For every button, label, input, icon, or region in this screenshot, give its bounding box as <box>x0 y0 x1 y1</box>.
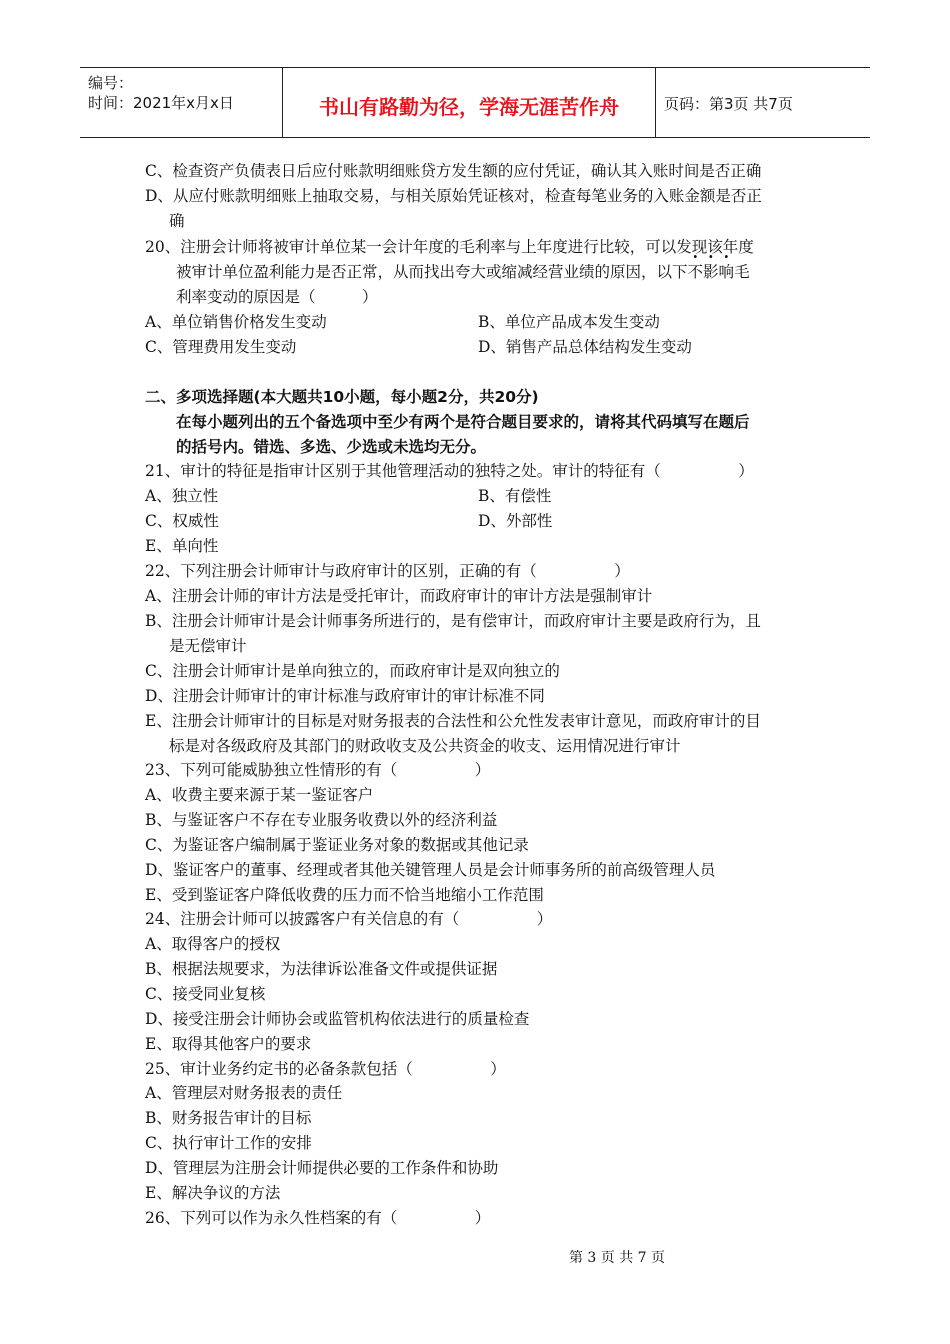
text-line: A、独立性 <box>145 487 219 505</box>
emphasis-dot-char: 不 <box>687 263 704 281</box>
text-line: 在每小题列出的五个备选项中至少有两个是符合题目要求的，请将其代码填写在题后 <box>176 413 750 431</box>
text-line: 26、下列可以作为永久性档案的有（ ） <box>145 1209 491 1227</box>
text-line: C、管理费用发生变动 <box>145 338 297 356</box>
text-line: C、权威性 <box>145 512 219 530</box>
page-number-label: 页码：第3页 共7页 <box>664 95 793 113</box>
text-line: 被审计单位盈利能力是否正常，从而找出夸大或缩减经营业绩的原因，以下不影响毛 <box>176 263 750 281</box>
text-line: 20、注册会计师将被审计单位某一会计年度的毛利率与上年度进行比较，可以发现该年度 <box>145 238 754 256</box>
text-line: D、销售产品总体结构发生变动 <box>478 338 692 356</box>
text-line: B、根据法规要求，为法律诉讼准备文件或提供证据 <box>145 960 498 978</box>
text-line: E、受到鉴证客户降低收费的压力而不恰当地缩小工作范围 <box>145 886 544 904</box>
text-line: D、从应付账款明细账上抽取交易，与相关原始凭证核对，检查每笔业务的入账金额是否正 <box>145 187 762 205</box>
text-line: 确 <box>169 212 185 230</box>
text-line: 21、审计的特征是指审计区别于其他管理活动的独特之处。审计的特征有（ ） <box>145 462 754 480</box>
text-line: 25、审计业务约定书的必备条款包括（ ） <box>145 1060 506 1078</box>
text-line: 标是对各级政府及其部门的财政收支及公共资金的收支、运用情况进行审计 <box>169 737 681 755</box>
text-line: D、接受注册会计师协会或监管机构依法进行的质量检查 <box>145 1010 530 1028</box>
text-line: A、管理层对财务报表的责任 <box>145 1084 343 1102</box>
page-header <box>80 67 870 138</box>
motto-text: 书山有路勤为径，学海无涯苦作舟 <box>319 95 619 119</box>
text-line: A、取得客户的授权 <box>145 935 281 953</box>
text-line: C、接受同业复核 <box>145 985 266 1003</box>
text-line: 23、下列可能威胁独立性情形的有（ ） <box>145 761 491 779</box>
text-line: C、检查资产负债表日后应付账款明细账贷方发生额的应付凭证，确认其入账时间是否正确 <box>145 162 762 180</box>
text-line: D、管理层为注册会计师提供必要的工作条件和协助 <box>145 1159 499 1177</box>
text-line: B、注册会计师审计是会计师事务所进行的，是有偿审计，而政府审计主要是政府行为，且 <box>145 612 761 630</box>
text-line: B、有偿性 <box>478 487 552 505</box>
text-line: 利率变动的原因是（ ） <box>176 288 378 306</box>
emphasis-dot-char: 影 <box>703 263 719 281</box>
text-line: 二、多项选择题(本大题共10小题，每小题2分，共20分) <box>145 388 539 406</box>
text-line: A、注册会计师的审计方法是受托审计，而政府审计的审计方法是强制审计 <box>145 587 653 605</box>
text-line: A、收费主要来源于某一鉴证客户 <box>145 786 374 804</box>
text-line: B、单位产品成本发生变动 <box>478 313 660 331</box>
header-info-cell <box>80 68 283 137</box>
page-footer <box>0 1247 950 1267</box>
text-line: E、注册会计师审计的目标是对财务报表的合法性和公允性发表审计意见，而政府审计的目 <box>145 712 761 730</box>
text-line: B、与鉴证客户不存在专业服务收费以外的经济利益 <box>145 811 498 829</box>
text-line: 是无偿审计 <box>169 637 247 655</box>
text-line: C、执行审计工作的安排 <box>145 1134 312 1152</box>
time-label: 时间：2021年x月x日 <box>88 94 234 112</box>
header-motto-cell <box>283 68 656 137</box>
header-page-cell <box>656 68 870 137</box>
text-line: D、鉴证客户的董事、经理或者其他关键管理人员是会计师事务所的前高级管理人员 <box>145 861 716 879</box>
number-label: 编号： <box>88 74 134 92</box>
text-line: C、注册会计师审计是单向独立的，而政府审计是双向独立的 <box>145 662 560 680</box>
text-line: A、单位销售价格发生变动 <box>145 313 327 331</box>
text-line: D、外部性 <box>478 512 553 530</box>
footer-page-number: 第 3 页 共 7 页 <box>568 1250 666 1266</box>
text-line: C、为鉴证客户编制属于鉴证业务对象的数据或其他记录 <box>145 836 529 854</box>
text-line: D、注册会计师审计的审计标准与政府审计的审计标准不同 <box>145 687 545 705</box>
text-line: B、财务报告审计的目标 <box>145 1109 312 1127</box>
text-line: 的括号内。错选、多选、少选或未选均无分。 <box>176 438 487 456</box>
text-line: E、单向性 <box>145 537 219 555</box>
text-line: E、取得其他客户的要求 <box>145 1035 312 1053</box>
emphasis-dot-char: 响 <box>718 263 735 281</box>
text-line: 22、下列注册会计师审计与政府审计的区别，正确的有（ ） <box>145 562 630 580</box>
text-line: 24、注册会计师可以披露客户有关信息的有（ ） <box>145 910 553 928</box>
text-line: E、解决争议的方法 <box>145 1184 281 1202</box>
